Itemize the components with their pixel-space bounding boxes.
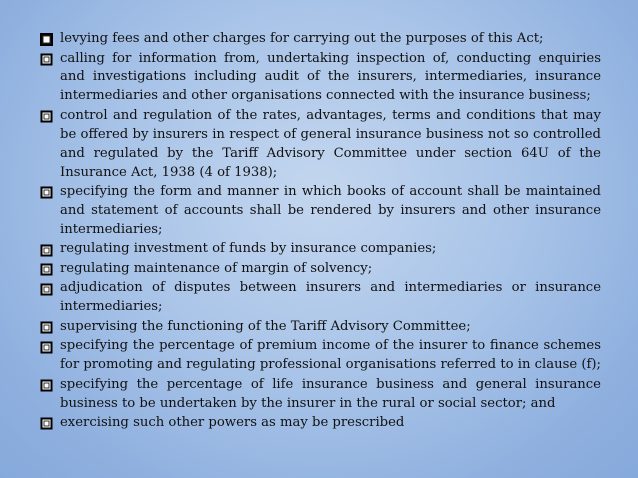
list-item-text: exercising such other powers as may be prescribed: [60, 415, 405, 431]
list-item: [39, 318, 601, 337]
checkbox-square-icon: [40, 379, 53, 392]
checkbox-square-icon: [40, 263, 53, 276]
list-item-text: specifying the percentage of life insurance business and general insurance business to be undertaken by the insurer in the rural or social sector; and: [60, 376, 601, 411]
checkbox-square-icon: [40, 341, 53, 354]
list-item-text: levying fees and other charges for carrying out the purposes of this Act;: [60, 31, 544, 46]
list-item-text: specifying the percentage of premium income of the insurer to finance schemes for promoting and regulating professional organisations referred to in clause (f);: [60, 338, 601, 373]
list-item: [39, 414, 601, 433]
checkbox-square-icon: [40, 110, 53, 123]
list-item: [39, 337, 601, 375]
list-item: [39, 30, 601, 49]
list-item: [39, 183, 601, 240]
checkbox-square-icon: [40, 417, 53, 430]
checkbox-square-icon: [40, 33, 53, 46]
list-item-text: adjudication of disputes between insurers and intermediaries or insurance intermediaries;: [60, 280, 601, 315]
list-item-text: regulating investment of funds by insurance companies;: [60, 241, 437, 257]
list-item-text: regulating maintenance of margin of solvency;: [60, 260, 373, 276]
list-item: [39, 107, 601, 183]
list-item-text: specifying the form and manner in which books of account shall be maintained and statement of accounts shall be rendered by insurers and other insurance intermediaries;: [60, 184, 601, 237]
bullet-list: [39, 30, 601, 434]
list-item: [39, 260, 601, 279]
list-item: [39, 279, 601, 317]
checkbox-square-icon: [40, 244, 53, 257]
list-item: [39, 50, 601, 107]
checkbox-square-icon: [40, 53, 53, 66]
checkbox-square-icon: [40, 321, 53, 334]
list-item-text: supervising the functioning of the Tariff Advisory Committee;: [60, 318, 471, 334]
list-item-text: control and regulation of the rates, advantages, terms and conditions that may be offered by insurers in respect of general insurance business not so controlled and regulated by the Tariff Advisory Committee under section 64U of the Insurance Act, 1938 (4 of 1938);: [60, 107, 601, 180]
checkbox-square-icon: [40, 283, 53, 296]
checkbox-square-icon: [40, 186, 53, 199]
list-item: [39, 240, 601, 259]
list-item: [39, 376, 601, 414]
list-item-text: calling for information from, undertaking inspection of, conducting enquiries and investigations including audit of the insurers, intermediaries, insurance intermediaries and other organisations connected with the insurance business;: [60, 50, 601, 104]
